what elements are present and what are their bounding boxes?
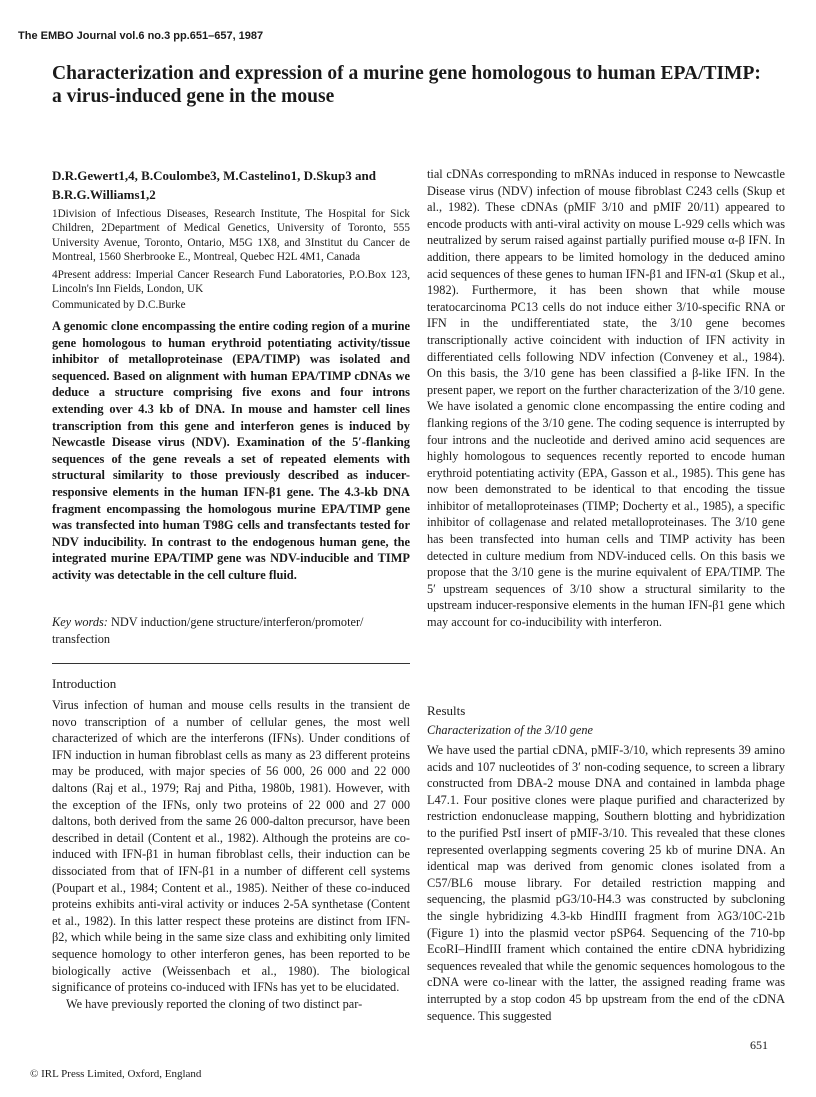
section-divider <box>52 663 410 664</box>
results-paragraph-1: We have used the partial cDNA, pMIF-3/10, which represents 39 amino acids and 107 nucleotides of 3′ non-coding sequence, to screen a library constructed from DBA-2 mouse DNA and contained in lambda phage L47.1. Four positive clones were plaque purified and characterized by restriction endonuclease mapping, Southern blotting and hybridization to the purified PstI insert of pMIF-3/10. This revealed that these clones represented overlapping segments covering 25 kb of murine DNA. An identical map was derived from genomic clones isolated from a C57/BL6 mouse library. For detailed restriction mapping and sequencing, the plasmid pG3/10-H4.3 was constructed by subcloning the single hybridizing 4.3-kb HindIII fragment from λG3/10C-21b (Figure 1) into the plasmid vector pSP64. Sequencing of the 710-bp EcoRI–HindIII frament which contained the entire cDNA hybridizing sequences revealed that while the genomic sequences homologous to the cDNA were co-linear with the latter, the assigned reading frame was interrupted by a stop codon 45 bp upstream from the end of the cDNA sequence. This suggested <box>427 743 785 1023</box>
introduction-body <box>52 697 410 1012</box>
results-body <box>427 742 785 1024</box>
keywords <box>52 614 410 647</box>
abstract: A genomic clone encompassing the entire coding region of a murine gene homologous to human erythroid potentiating activity/tissue inhibitor of metalloproteinase (EPA/TIMP) was isolated and sequenced. Based on alignment with human EPA/TIMP cDNAs we deduce a structure comprising five exons and four introns extending over 4.3 kb of DNA. In mouse and hamster cell lines transcription from this gene and interferon genes is induced by Newcastle Disease virus (NDV). Examination of the 5′-flanking sequences of the gene reveals a set of repeated elements with structural similarity to those previously described as inducer-responsive elements in the human IFN-β1 gene. The 4.3-kb DNA fragment encompassing the homologous murine EPA/TIMP gene was transfected into human T98G cells and transfectants tested for NDV inducibility. In contrast to the endogenous human gene, the integrated murine EPA/TIMP gene was NDV-inducible and TIMP activity was detectable in the cell culture fluid. <box>52 319 410 582</box>
introduction-heading: Introduction <box>52 676 117 691</box>
page-number: 651 <box>750 1038 768 1052</box>
article-title: Characterization and expression of a murine gene homologous to human EPA/TIMP: a virus-induced gene in the mouse <box>52 63 761 107</box>
communicated-by: Communicated by D.C.Burke <box>52 299 186 311</box>
results-subheading: Characterization of the 3/10 gene <box>427 723 593 737</box>
right-column-continuation <box>427 166 785 631</box>
journal-citation: The EMBO Journal vol.6 no.3 pp.651–657, 1987 <box>18 30 264 42</box>
keywords-label: Key words: <box>52 615 108 629</box>
results-heading: Results <box>427 703 466 718</box>
present-address: 4Present address: Imperial Cancer Research Fund Laboratories, P.O.Box 123, Lincoln's Inn Fields, London, UK <box>52 269 410 296</box>
intro-paragraph-1: Virus infection of human and mouse cells results in the transient de novo transcription of a number of cellular genes, the most well characterized of which are the interferons (IFNs). Under conditions of IFN induction in human fibroblast cells as many as 23 different proteins may be produced, with major species of 56 000, 26 000 and 22 000 daltons (Raj et al., 1979; Raj and Pitha, 1980b, 1981). However, with the exception of the IFNs, only two proteins of 22 000 and 27 000 daltons, both derived from the same 26 000-dalton precursor, have been described in detail (Content et al., 1982). Although the proteins are co-induced with IFN-β1 in human fibroblast cells, their induction can be dissociated from that of IFN-β1 in a number of different cell systems (Poupart et al., 1984; Content et al., 1985). Neither of these co-induced proteins exhibits anti-viral activity or induces 2-5A synthetase (Content et al., 1982). In this latter respect these proteins are distinct from IFN-β2, which while being in the same size class and exhibiting only limited sequence homology to other interferon genes, has been reported to be biologically active (Weissenbach et al., 1980). The biological significance of proteins co-induced with IFNs has yet to be elucidated. <box>52 698 410 995</box>
affiliations: 1Division of Infectious Diseases, Research Institute, The Hospital for Sick Children, 2Department of Medical Genetics, University of Toronto, 555 University Avenue, Toronto, Ontario, M5G 1X8, and 3Institut du Cancer de Montreal, 1560 Sherbrooke E., Montreal, Quebec H2L 4M1, Canada <box>52 208 410 264</box>
intro-paragraph-2: We have previously reported the cloning of two distinct par- <box>66 996 363 1011</box>
right-paragraph-1: tial cDNAs corresponding to mRNAs induced in response to Newcastle Disease virus (NDV) infection of mouse fibroblast C243 cells (Skup et al., 1982). These cDNAs (pMIF 3/10 and pMIF 20/11) appeared to encode products with anti-viral activity on mouse L-929 cells which was neutralized by serum raised against partially purified mouse α-β IFN. In addition, there appears to be limited homology in the deduced amino acid sequences of these genes to human IFN-β1 and IFN-α1 (Skup et al., 1982). Furthermore, it has been shown that while mouse teratocarcinoma PC13 cells do not induce either 3/10-specific RNA or IFN in the undifferentiated state, the 3/10 gene becomes transcriptionally active coincident with induction of IFN activity in differentiated cells following NDV infection (Conveney et al., 1984). On this basis, the 3/10 gene has been classified a β-like IFN. In the present paper, we report on the further characterization of the 3/10 gene. We have isolated a genomic clone encompassing the entire coding and flanking regions of the 3/10 gene. The coding sequence is interrupted by four introns and the nucleotide and derived amino acid sequences are highly homologous to sequences recently reported to encode human erythroid potentiating activity (EPA, Gasson et al., 1985). This gene has now been demonstrated to be identical to that encoding the tissue inhibitor of metalloproteinases (TIMP; Docherty et al., 1985), a specific inhibitor of collagenase and related metalloproteinases. The 3/10 gene has been transfected into human cells and TIMP activity has been detected in culture medium from NDV-induced cells. On this basis we propose that the 3/10 gene is the murine equivalent of EPA/TIMP. The 5′ upstream sequences of 3/10 show a structural similarity to the upstream inducer-responsive elements in the human IFN-β1 gene which may account for co-inducibility with interferon. <box>427 167 785 630</box>
author-list: D.R.Gewert1,4, B.Coulombe3, M.Castelino1, D.Skup3 and B.R.G.Williams1,2 <box>52 168 376 202</box>
copyright-notice: © IRL Press Limited, Oxford, England <box>30 1068 202 1080</box>
keywords-text: NDV induction/gene structure/interferon/promoter/ transfection <box>52 615 364 646</box>
